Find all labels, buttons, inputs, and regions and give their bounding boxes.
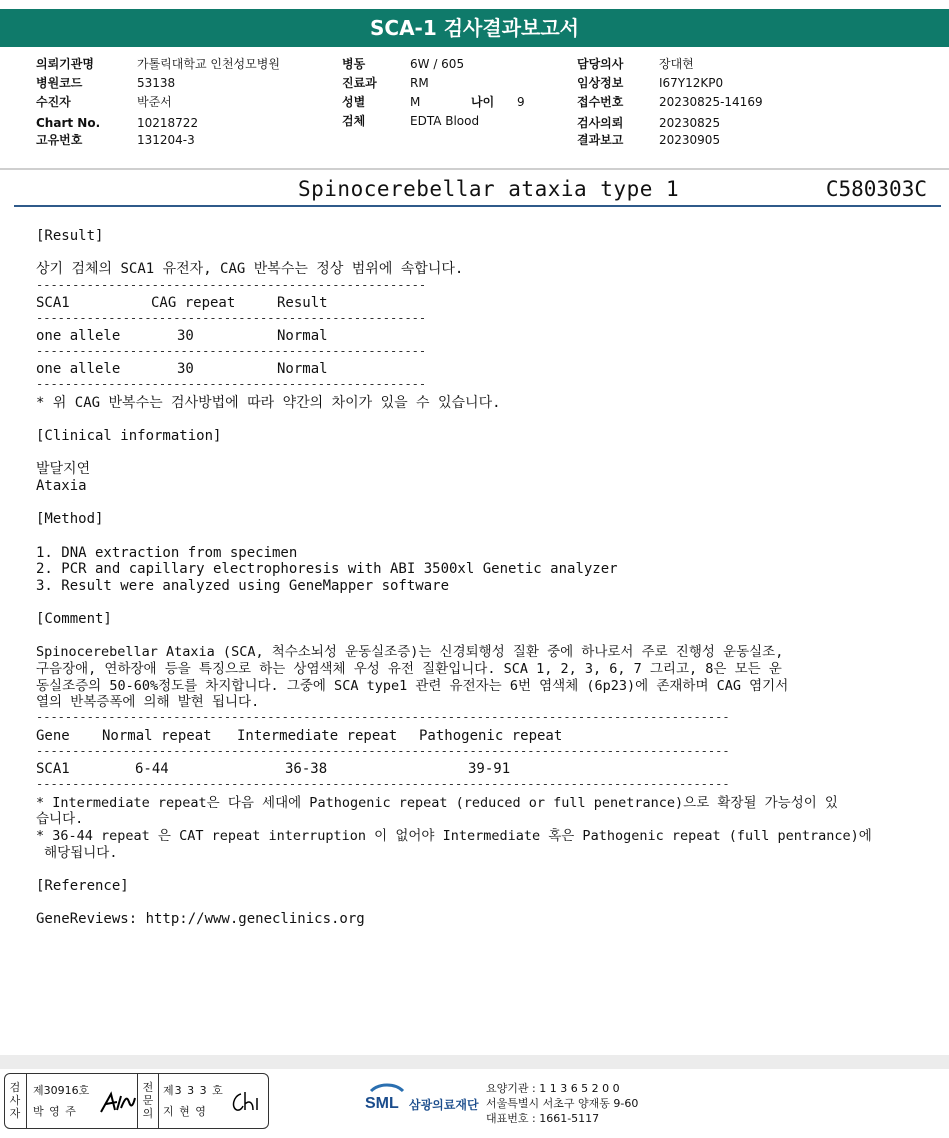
header-value: 20230825: [659, 116, 721, 130]
gene-table-header: Intermediate repeat: [237, 728, 398, 744]
comment-line: 구음장애, 연하장애 등을 특징으로 하는 상염색체 우성 유전 질환입니다. SCA 1, 2, 3, 6, 7 그리고, 8은 모든 운: [36, 661, 782, 677]
signer-role: 전문의: [142, 1081, 154, 1120]
result-cell: one allele: [36, 328, 121, 344]
result-heading: [Result]: [36, 228, 104, 244]
result-table-header: SCA1: [36, 295, 70, 311]
method-heading: [Method]: [36, 511, 104, 527]
logo-mark: [365, 1081, 409, 1117]
result-cell: 30: [177, 328, 194, 344]
result-cell: one allele: [36, 361, 121, 377]
signer-role: 검사자: [9, 1081, 21, 1120]
note-line: 해당됩니다.: [36, 845, 118, 861]
header-label: 병원코드: [36, 76, 83, 90]
header-value: 장대현: [659, 57, 694, 71]
reference-heading: [Reference]: [36, 878, 129, 894]
signature-box: [4, 1073, 269, 1129]
header-value: 20230905: [659, 133, 721, 147]
header-label: 병동: [342, 57, 366, 71]
title-underline: [14, 205, 941, 207]
signer-name: 지 현 영: [163, 1105, 207, 1118]
header-value: 20230825-14169: [659, 95, 763, 109]
institution-line: 대표번호 : 1661-5117: [486, 1112, 600, 1125]
result-note: * 위 CAG 반복수는 검사방법에 따라 약간의 차이가 있을 수 있습니다.: [36, 395, 501, 411]
header-label: 수진자: [36, 95, 71, 109]
header-row: [36, 55, 94, 73]
sml-logo: [365, 1081, 409, 1121]
institution-line: 요양기관 : 1 1 3 6 5 2 0 0: [486, 1082, 620, 1095]
header-label: 고유번호: [36, 133, 83, 147]
result-cell: Normal: [277, 361, 328, 377]
clinical-line: 발달지연: [36, 461, 91, 477]
signer-role-cell: [5, 1074, 27, 1128]
divider: ------------------------------------------------------: [36, 377, 427, 391]
header-label: 검체: [342, 114, 366, 128]
result-table-header: Result: [277, 295, 328, 311]
header-value: 6W / 605: [410, 57, 465, 71]
comment-line: 열의 반복증폭에 의해 발현 됩니다.: [36, 694, 260, 710]
header-value: 131204-3: [137, 133, 195, 147]
logo-name: 삼광의료재단: [409, 1098, 479, 1112]
gene-cell: 36-38: [285, 761, 328, 777]
comment-line: 동실조증의 50-60%정도를 차지합니다. 그중에 SCA type1 관련 유전자는 6번 염색체 (6p23)에 존재하며 CAG 염기서: [36, 678, 789, 694]
gene-cell: 39-91: [468, 761, 511, 777]
footer-divider: [0, 1055, 949, 1069]
signature-image: [97, 1088, 137, 1118]
header-value: 10218722: [137, 116, 199, 130]
divider: ------------------------------------------------------------------------------------------------: [36, 777, 730, 791]
header-value: 53138: [137, 76, 176, 90]
age-label: 나이: [471, 95, 495, 109]
test-code: C580303C: [825, 177, 927, 201]
age-value: 9: [517, 95, 525, 109]
header-label: 성별: [342, 95, 366, 109]
gene-cell: 6-44: [135, 761, 169, 777]
method-line: 1. DNA extraction from specimen: [36, 545, 298, 561]
header-value: M: [410, 95, 421, 109]
header-label: 결과보고: [577, 133, 624, 147]
divider: ------------------------------------------------------: [36, 344, 427, 358]
header-value: 가톨릭대학교 인천성모병원: [137, 57, 280, 71]
institution-line: 서울특별시 서초구 양재동 9-60: [486, 1097, 639, 1110]
header-value: I67Y12KP0: [659, 76, 724, 90]
header-divider: [0, 168, 949, 170]
reference-text: GeneReviews: http://www.geneclinics.org: [36, 911, 365, 927]
result-table-header: CAG repeat: [151, 295, 236, 311]
result-sentence: 상기 검체의 SCA1 유전자, CAG 반복수는 정상 범위에 속합니다.: [36, 261, 464, 277]
divider: ------------------------------------------------------------------------------------------------: [36, 744, 730, 758]
note-line: 습니다.: [36, 811, 84, 827]
divider: ------------------------------------------------------: [36, 311, 427, 325]
gene-cell: SCA1: [36, 761, 70, 777]
header-value: EDTA Blood: [410, 114, 480, 128]
note-line: * 36-44 repeat 은 CAT repeat interruption 이 없어야 Intermediate 혹은 Pathogenic repeat (full pentrance)에: [36, 828, 872, 844]
gene-table-header: Normal repeat: [102, 728, 212, 744]
header-label: 의뢰기관명: [36, 57, 94, 71]
header-label: 검사의뢰: [577, 116, 624, 130]
result-cell: 30: [177, 361, 194, 377]
divider: ------------------------------------------------------: [36, 278, 427, 292]
method-line: 3. Result were analyzed using GeneMapper software: [36, 578, 450, 594]
report-title: SCA-1 검사결과보고서: [0, 9, 949, 47]
signer-name: 박 영 주: [33, 1105, 77, 1118]
comment-heading: [Comment]: [36, 611, 112, 627]
gene-table-header: Pathogenic repeat: [419, 728, 563, 744]
method-line: 2. PCR and capillary electrophoresis with ABI 3500xl Genetic analyzer: [36, 561, 618, 577]
header-label: 진료과: [342, 76, 377, 90]
signer-license: 제3 3 3 호: [163, 1084, 224, 1097]
test-name: Spinocerebellar ataxia type 1: [298, 177, 680, 201]
header-value: RM: [410, 76, 429, 90]
header-label: Chart No.: [36, 116, 101, 130]
signature-image: [227, 1088, 263, 1116]
clinical-heading: [Clinical information]: [36, 428, 222, 444]
divider: ------------------------------------------------------------------------------------------------: [36, 710, 730, 724]
header-label: 접수번호: [577, 95, 624, 109]
signer-license: 제30916호: [33, 1084, 90, 1097]
logo-mark-text: SML: [365, 1095, 399, 1112]
clinical-line: Ataxia: [36, 478, 87, 494]
header-value: 박준서: [137, 95, 172, 109]
header-label: 담당의사: [577, 57, 624, 71]
result-cell: Normal: [277, 328, 328, 344]
signer-role-cell: [137, 1074, 159, 1128]
note-line: * Intermediate repeat은 다음 세대에 Pathogenic repeat (reduced or full penetrance)으로 확장될 가능성이 있: [36, 795, 838, 811]
comment-line: Spinocerebellar Ataxia (SCA, 척수소뇌성 운동실조증)는 신경퇴행성 질환 중에 하나로서 주로 진행성 운동실조,: [36, 644, 784, 660]
gene-table-header: Gene: [36, 728, 70, 744]
header-label: 임상정보: [577, 76, 624, 90]
